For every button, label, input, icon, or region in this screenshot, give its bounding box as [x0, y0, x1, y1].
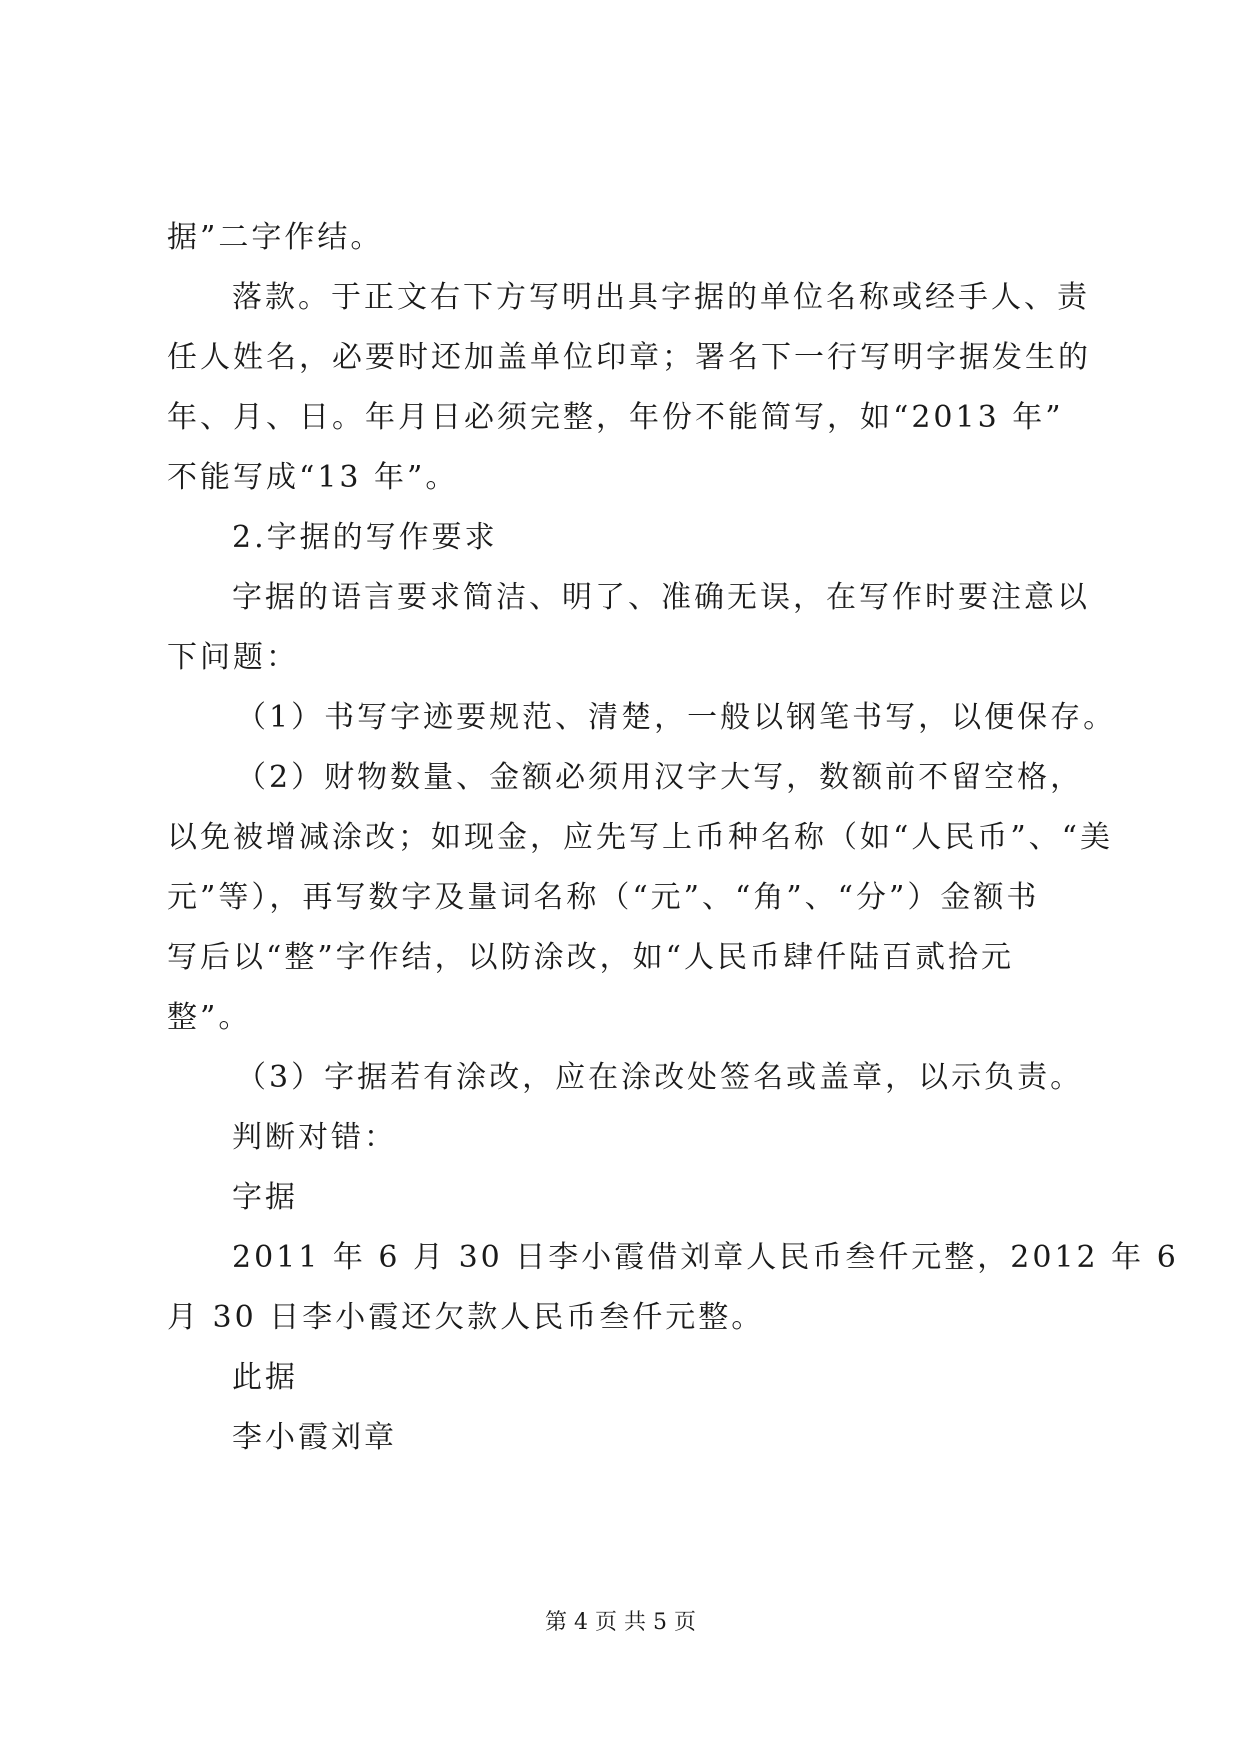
text-line: 下问题： — [167, 640, 299, 675]
list-item: （2）财物数量、金额必须用汉字大写，数额前不留空格， — [236, 760, 1084, 795]
text-line: 字据的语言要求简洁、明了、准确无误，在写作时要注意以 — [232, 580, 1090, 615]
section-heading: 2.字据的写作要求 — [232, 520, 498, 555]
text-line: 任人姓名，必要时还加盖单位印章；署名下一行写明字据发生的 — [167, 340, 1091, 375]
text-line: 判断对错： — [232, 1120, 397, 1155]
text-line: 月 30 日李小霞还欠款人民币叁仟元整。 — [167, 1300, 765, 1335]
text-line: 不能写成“13 年”。 — [167, 460, 459, 495]
text-line: 2011 年 6 月 30 日李小霞借刘章人民币叁仟元整，2012 年 6 — [232, 1240, 1179, 1275]
text-line: 元”等），再写数字及量词名称（“元”、“角”、“分”）金额书 — [167, 880, 1040, 915]
text-line: 整”。 — [167, 1000, 252, 1035]
page-number: 第 4 页 共 5 页 — [545, 1610, 696, 1635]
text-line: 年、月、日。年月日必须完整，年份不能简写，如“2013 年” — [167, 400, 1064, 435]
text-line: 此据 — [232, 1360, 298, 1395]
text-line: 写后以“整”字作结，以防涂改，如“人民币肆仟陆百贰拾元 — [167, 940, 1015, 975]
text-line: 以免被增减涂改；如现金，应先写上币种名称（如“人民币”、“美 — [167, 820, 1114, 855]
text-line: 李小霞刘章 — [232, 1420, 397, 1455]
list-item: （1）书写字迹要规范、清楚，一般以钢笔书写，以便保存。 — [236, 700, 1117, 735]
text-line: 字据 — [232, 1180, 298, 1215]
list-item: （3）字据若有涂改，应在涂改处签名或盖章，以示负责。 — [236, 1060, 1084, 1095]
text-line: 落款。于正文右下方写明出具字据的单位名称或经手人、责 — [232, 280, 1090, 315]
text-line: 据”二字作结。 — [167, 220, 384, 255]
